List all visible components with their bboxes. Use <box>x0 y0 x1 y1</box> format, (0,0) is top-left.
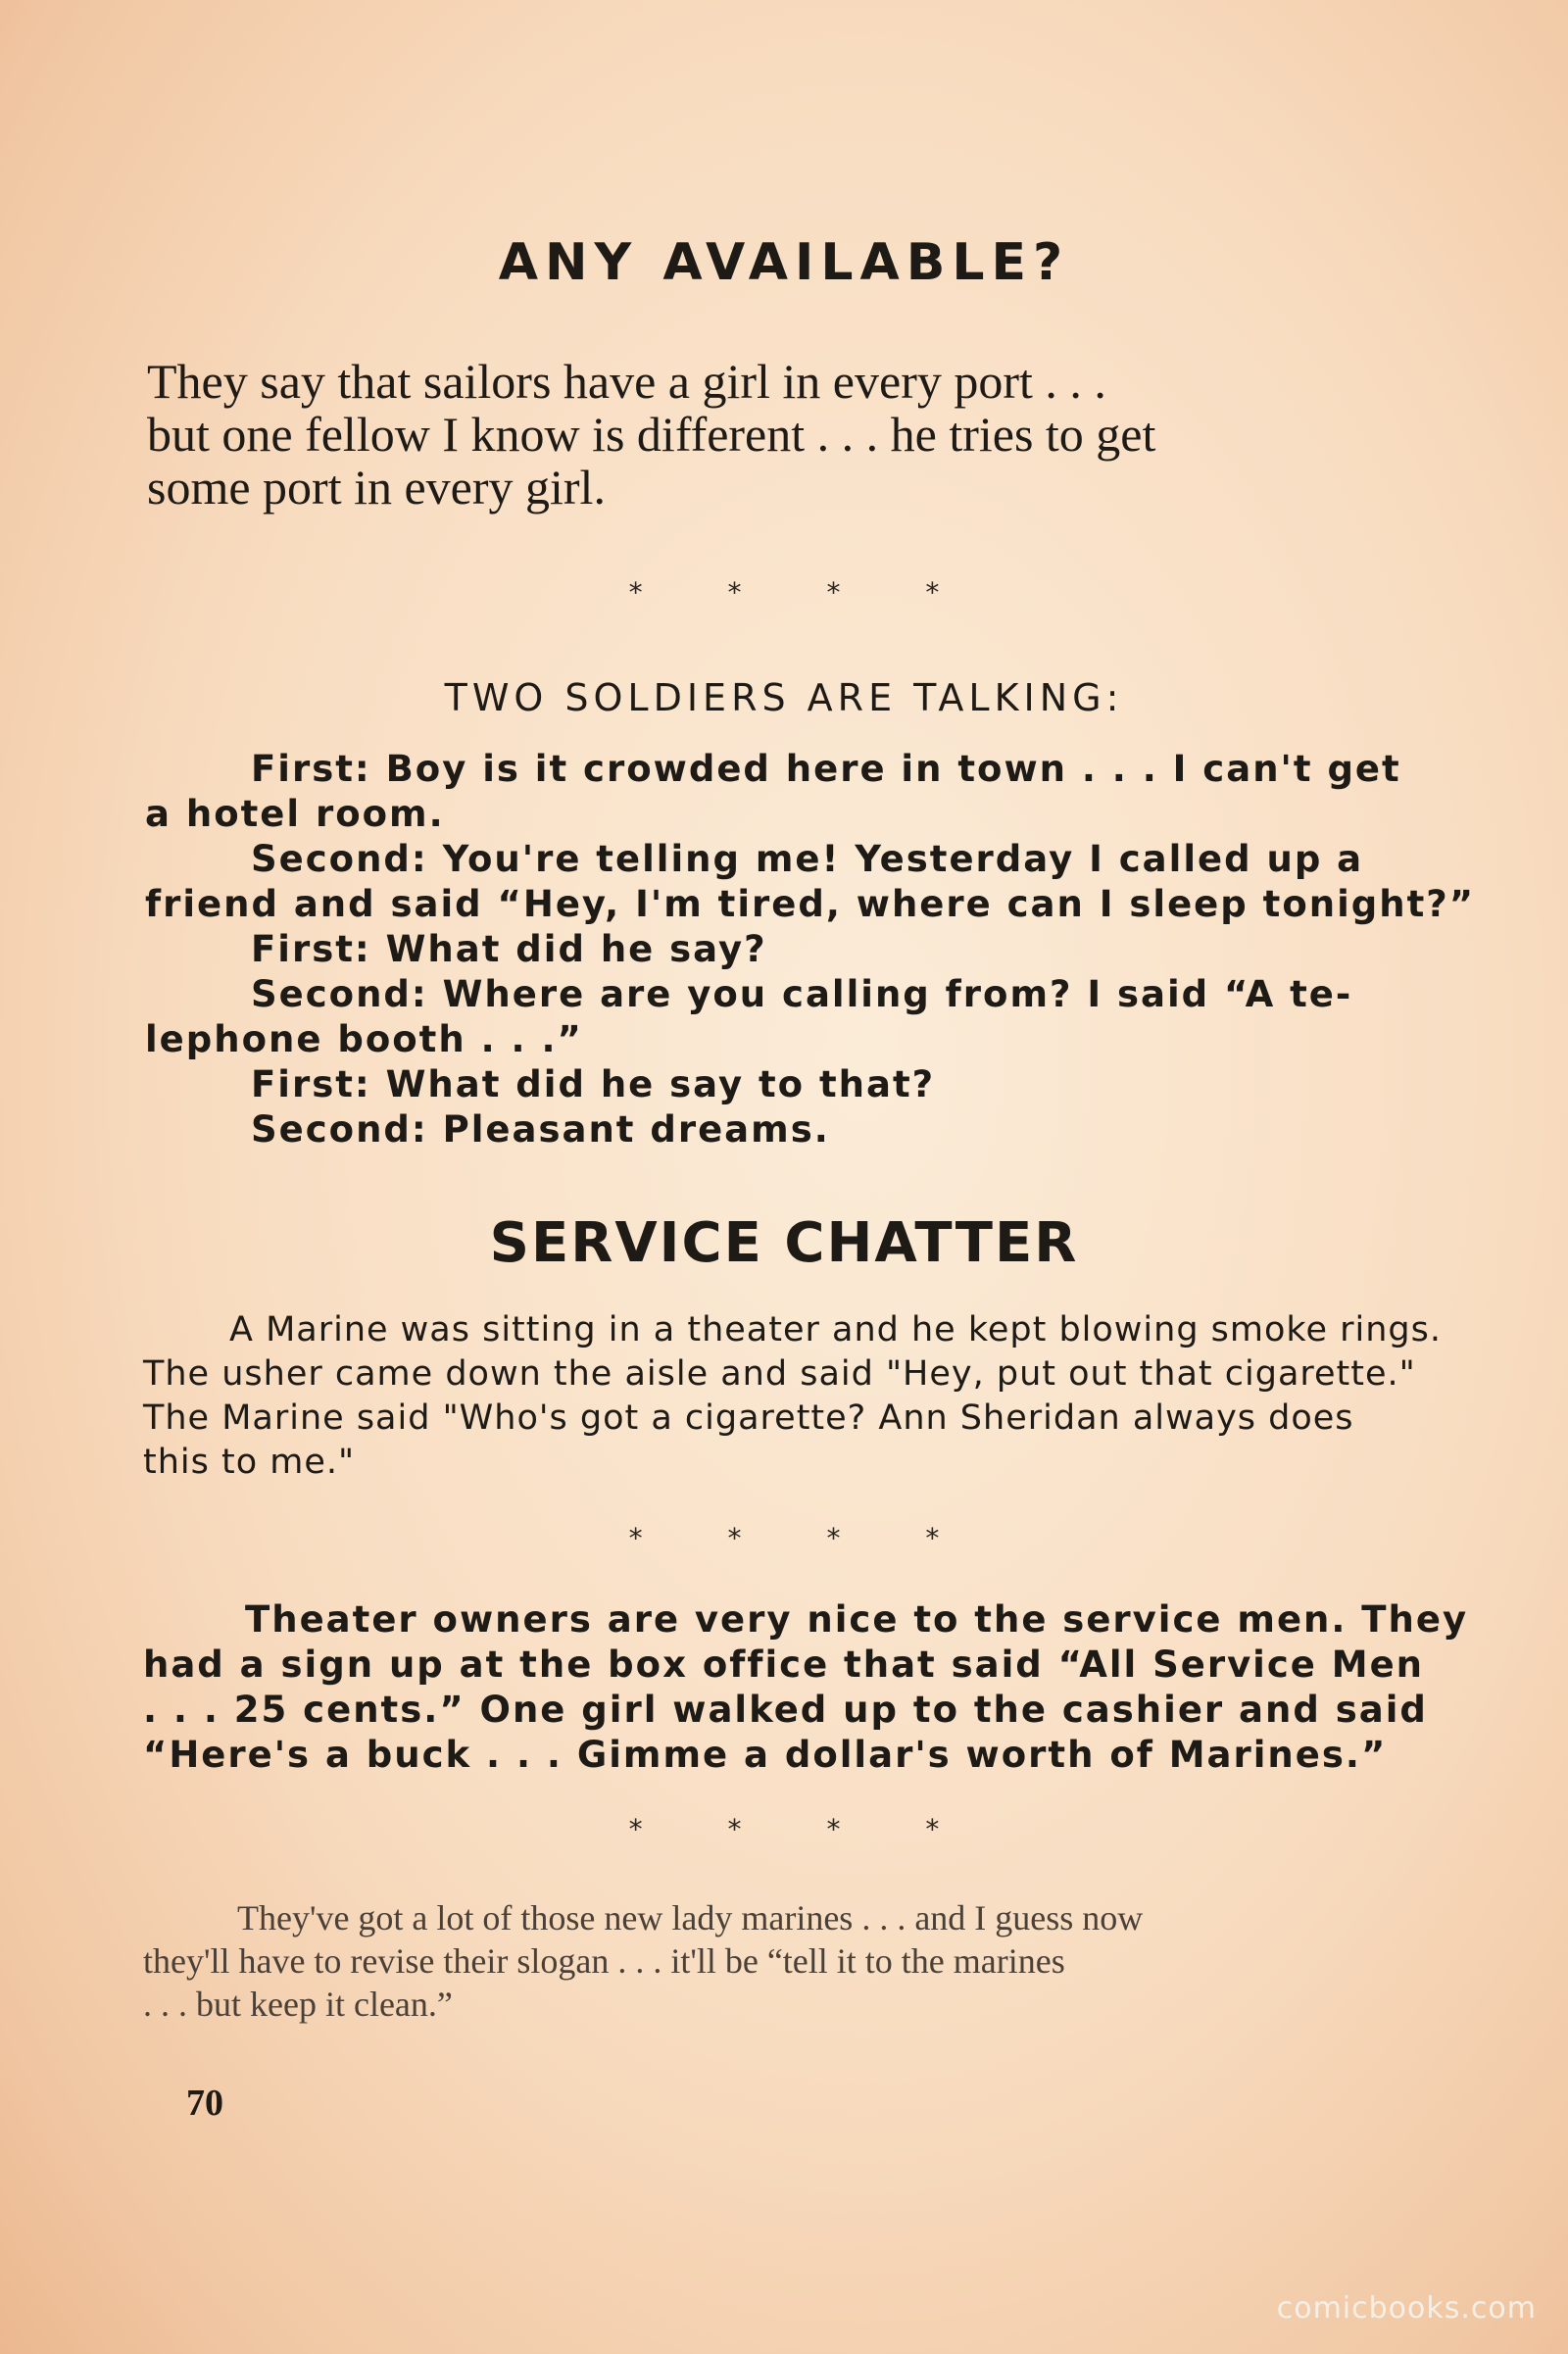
joke-paragraph-theater-owners <box>143 1597 1469 1778</box>
dialogue-line: Second: Pleasant dreams. <box>251 1108 830 1151</box>
text-line: some port in every girl. <box>147 460 606 515</box>
dialogue-line: Second: Where are you calling from? I said “A te- <box>251 973 1353 1015</box>
text-line: A Marine was sitting in a theater and he kept blowing smoke rings. <box>229 1310 1442 1349</box>
dialogue-line: First: Boy is it crowded here in town . . . I can't get <box>251 748 1401 790</box>
text-line: . . . 25 cents.” One girl walked up to the cashier and said <box>143 1689 1428 1731</box>
soldiers-dialogue <box>145 747 1476 1152</box>
dialogue-line: lephone booth . . .” <box>145 1018 583 1060</box>
joke-paragraph-lady-marines <box>143 1896 1462 2026</box>
dialogue-line: First: What did he say to that? <box>251 1063 936 1105</box>
text-line: had a sign up at the box office that said “All Service Men <box>143 1643 1425 1686</box>
text-line: this to me." <box>143 1443 356 1482</box>
text-line: they'll have to revise their slogan . . . it'll be “tell it to the marines <box>143 1941 1065 1981</box>
text-line: They've got a lot of those new lady marines . . . and I guess now <box>237 1898 1144 1937</box>
separator-stars: * * * * <box>628 1522 940 1554</box>
site-watermark: comicbooks.com <box>1276 2291 1537 2326</box>
text-line: Theater owners are very nice to the service men. They <box>245 1598 1469 1641</box>
text-line: The usher came down the aisle and said "Hey, put out that cigarette." <box>143 1354 1416 1394</box>
dialogue-line: Second: You're telling me! Yesterday I called up a <box>251 838 1364 880</box>
joke-paragraph-sailors <box>147 355 1470 514</box>
dialogue-line: First: What did he say? <box>251 928 767 970</box>
dialogue-line: a hotel room. <box>145 793 445 835</box>
text-line: . . . but keep it clean.” <box>143 1985 453 2024</box>
text-line: They say that sailors have a girl in every port . . . <box>147 354 1106 409</box>
joke-heading-any-available: ANY AVAILABLE? <box>498 233 1070 292</box>
text-line: The Marine said "Who's got a cigarette? Ann Sheridan always does <box>143 1398 1354 1438</box>
dialogue-line: friend and said “Hey, I'm tired, where can I sleep tonight?” <box>145 883 1476 925</box>
text-line: “Here's a buck . . . Gimme a dollar's worth of Marines.” <box>143 1734 1388 1776</box>
joke-heading-two-soldiers: TWO SOLDIERS ARE TALKING: <box>444 676 1124 719</box>
separator-stars: * * * * <box>628 1813 940 1845</box>
joke-paragraph-marine-theater <box>143 1308 1462 1485</box>
separator-stars: * * * * <box>628 576 940 609</box>
section-heading-service-chatter: SERVICE CHATTER <box>489 1211 1079 1275</box>
page-number: 70 <box>186 2083 223 2124</box>
text-line: but one fellow I know is different . . . he tries to get <box>147 407 1156 462</box>
